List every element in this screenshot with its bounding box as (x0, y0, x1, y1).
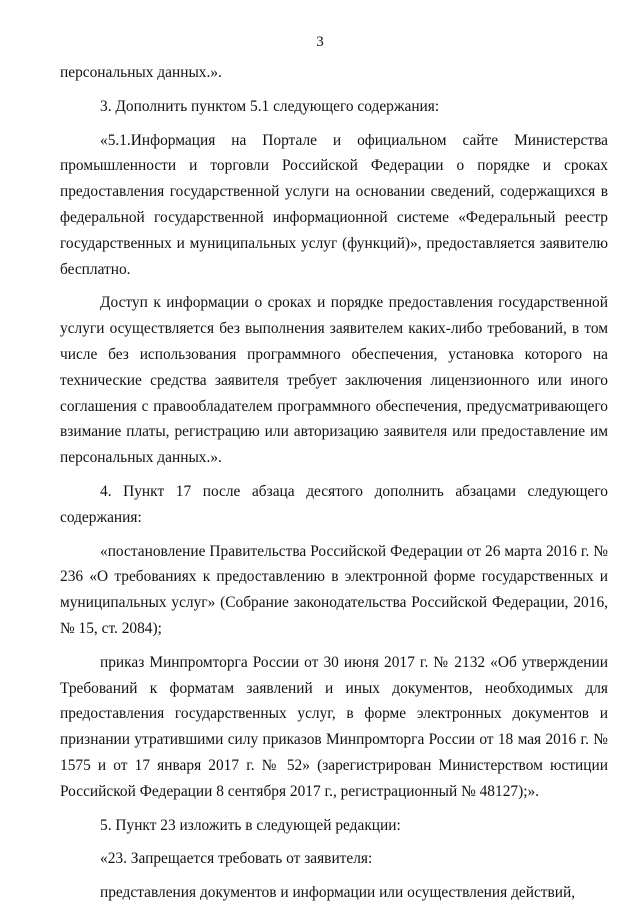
paragraph-item-4: 4. Пункт 17 после абзаца десятого дополнить абзацами следующего содержания: (60, 482, 608, 526)
page-number: 3 (316, 34, 324, 50)
document-body (60, 60, 608, 914)
paragraph-requirements: представления документов и информации или осуществления действий, (100, 884, 576, 902)
paragraph-item-23: «23. Запрещается требовать от заявителя: (100, 850, 373, 868)
paragraph-item-5: 5. Пункт 23 изложить в следующей редакции: (100, 816, 401, 834)
paragraph-continuation: персональных данных.». (60, 64, 222, 81)
paragraph-decree-236: «постановление Правительства Российской Федерации от 26 марта 2016 г. № 236 «О требованиях к предоставлению в электронной форме государственных и муниципальных услуг» (Собрание законодательства Российской Федерации, 2016, № 15, ст. 2084); (60, 542, 608, 637)
paragraph-order-2132: приказ Минпромторга России от 30 июня 2017 г. № 2132 «Об утверждении Требований к форматам заявлений и иных документов, необходимых для предоставления государственных услуг, в форме электронных документов и признании утратившими силу приказов Минпромторга России от 18 мая 2016 г. № 1575 и от 17 января 2017 г. № 52» (зарегистрирован Министерством юстиции Российской Федерации 8 сентября 2017 г., регистрационный № 48127);». (60, 653, 608, 800)
paragraph-5-1-info: «5.1.Информация на Портале и официальном сайте Министерства промышленности и торговли Российской Федерации о порядке и сроках предоставления государственной услуги на основании сведений, содержащихся в федеральной государственной информационной системе «Федеральный реестр государственных и муниципальных услуг (функций)», предоставляется заявителю бесплатно. (60, 131, 608, 278)
paragraph-item-3: 3. Дополнить пунктом 5.1 следующего содержания: (100, 97, 440, 115)
paragraph-access-info: Доступ к информации о сроках и порядке предоставления государственной услуги осуществляется без выполнения заявителем каких-либо требований, в том числе без использования программного обеспечения, установка которого на технические средства заявителя требует заключения лицензионного или иного соглашения с правообладателем программного обеспечения, предусматривающего взимание платы, регистрацию или авторизацию заявителя или предоставление им персональных данных.». (60, 294, 608, 467)
